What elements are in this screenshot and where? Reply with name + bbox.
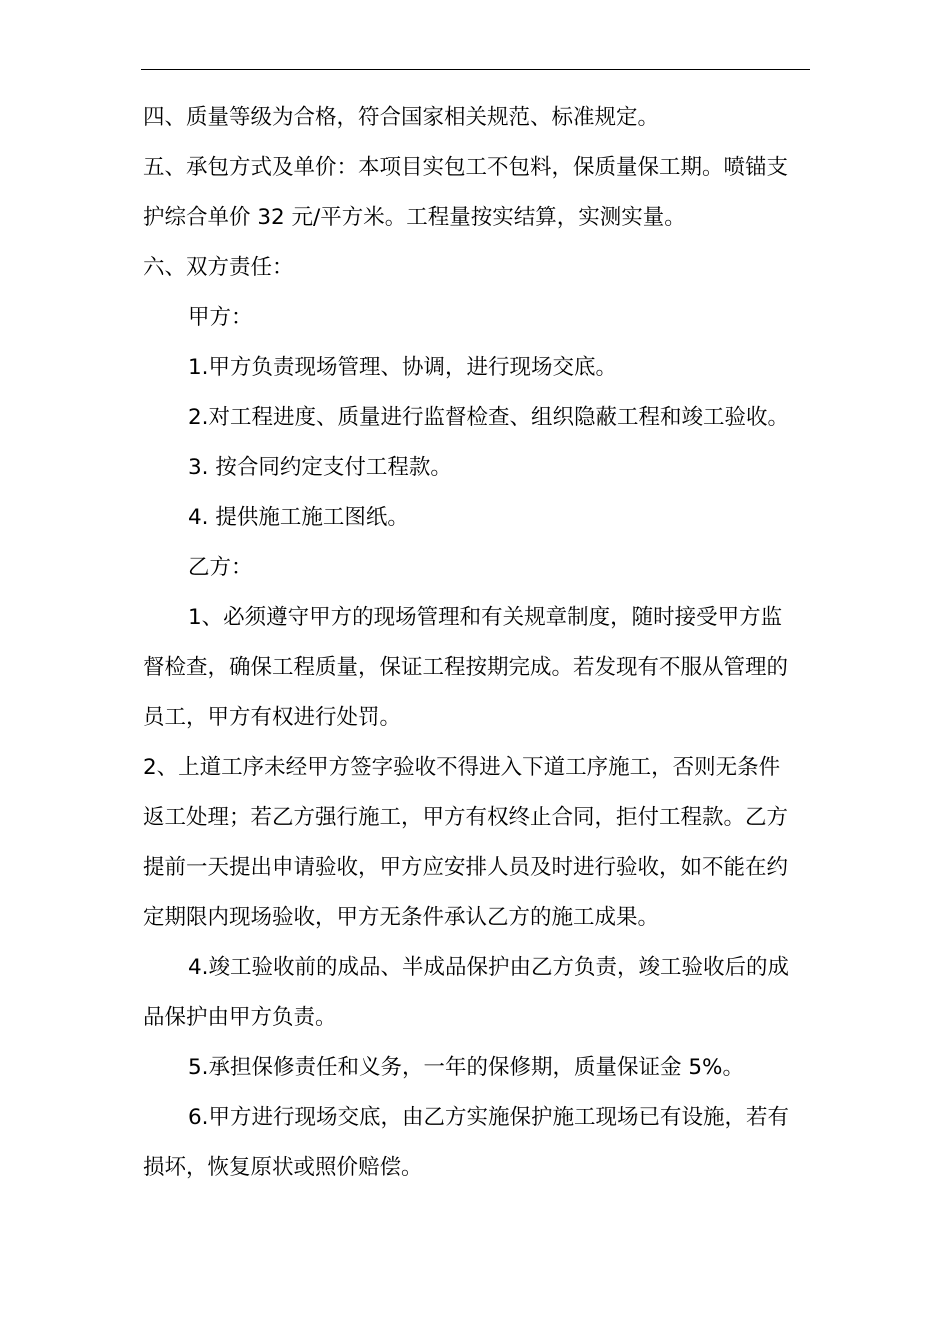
party-b-item-2-line-2: 返工处理；若乙方强行施工，甲方有权终止合同，拒付工程款。乙方 xyxy=(143,805,789,830)
party-b-item-1-line-1: 1、必须遵守甲方的现场管理和有关规章制度，随时接受甲方监 xyxy=(188,605,783,630)
party-b-item-2-line-4: 定期限内现场验收，甲方无条件承认乙方的施工成果。 xyxy=(143,905,660,930)
party-b-item-6-line-2: 损坏，恢复原状或照价赔偿。 xyxy=(143,1155,423,1180)
party-a-item-3: 3. 按合同约定支付工程款。 xyxy=(188,455,452,480)
clause-6-heading: 六、双方责任： xyxy=(143,255,294,280)
party-b-item-1-line-3: 员工，甲方有权进行处罚。 xyxy=(143,705,402,730)
party-a-heading: 甲方： xyxy=(188,305,253,330)
header-rule xyxy=(141,69,810,70)
party-a-item-2: 2.对工程进度、质量进行监督检查、组织隐蔽工程和竣工验收。 xyxy=(188,405,790,430)
clause-5-line-2: 护综合单价 32 元/平方米。工程量按实结算，实测实量。 xyxy=(143,205,686,230)
party-b-item-4-line-2: 品保护由甲方负责。 xyxy=(143,1005,337,1030)
party-b-item-2-line-1: 2、上道工序未经甲方签字验收不得进入下道工序施工，否则无条件 xyxy=(143,755,781,780)
party-b-item-5: 5.承担保修责任和义务，一年的保修期，质量保证金 5%。 xyxy=(188,1055,744,1080)
party-b-heading: 乙方： xyxy=(188,555,253,580)
party-b-item-4-line-1: 4.竣工验收前的成品、半成品保护由乙方负责，竣工验收后的成 xyxy=(188,955,790,980)
party-a-item-1: 1.甲方负责现场管理、协调，进行现场交底。 xyxy=(188,355,618,380)
clause-4-line-1: 四、质量等级为合格，符合国家相关规范、标准规定。 xyxy=(143,105,660,130)
clause-5-line-1: 五、承包方式及单价：本项目实包工不包料，保质量保工期。喷锚支 xyxy=(143,155,789,180)
document-body xyxy=(143,93,818,1193)
party-a-item-4: 4. 提供施工施工图纸。 xyxy=(188,505,409,530)
party-b-item-1-line-2: 督检查，确保工程质量，保证工程按期完成。若发现有不服从管理的 xyxy=(143,655,789,680)
party-b-item-2-line-3: 提前一天提出申请验收，甲方应安排人员及时进行验收，如不能在约 xyxy=(143,855,789,880)
party-b-item-6-line-1: 6.甲方进行现场交底，由乙方实施保护施工现场已有设施，若有 xyxy=(188,1105,790,1130)
